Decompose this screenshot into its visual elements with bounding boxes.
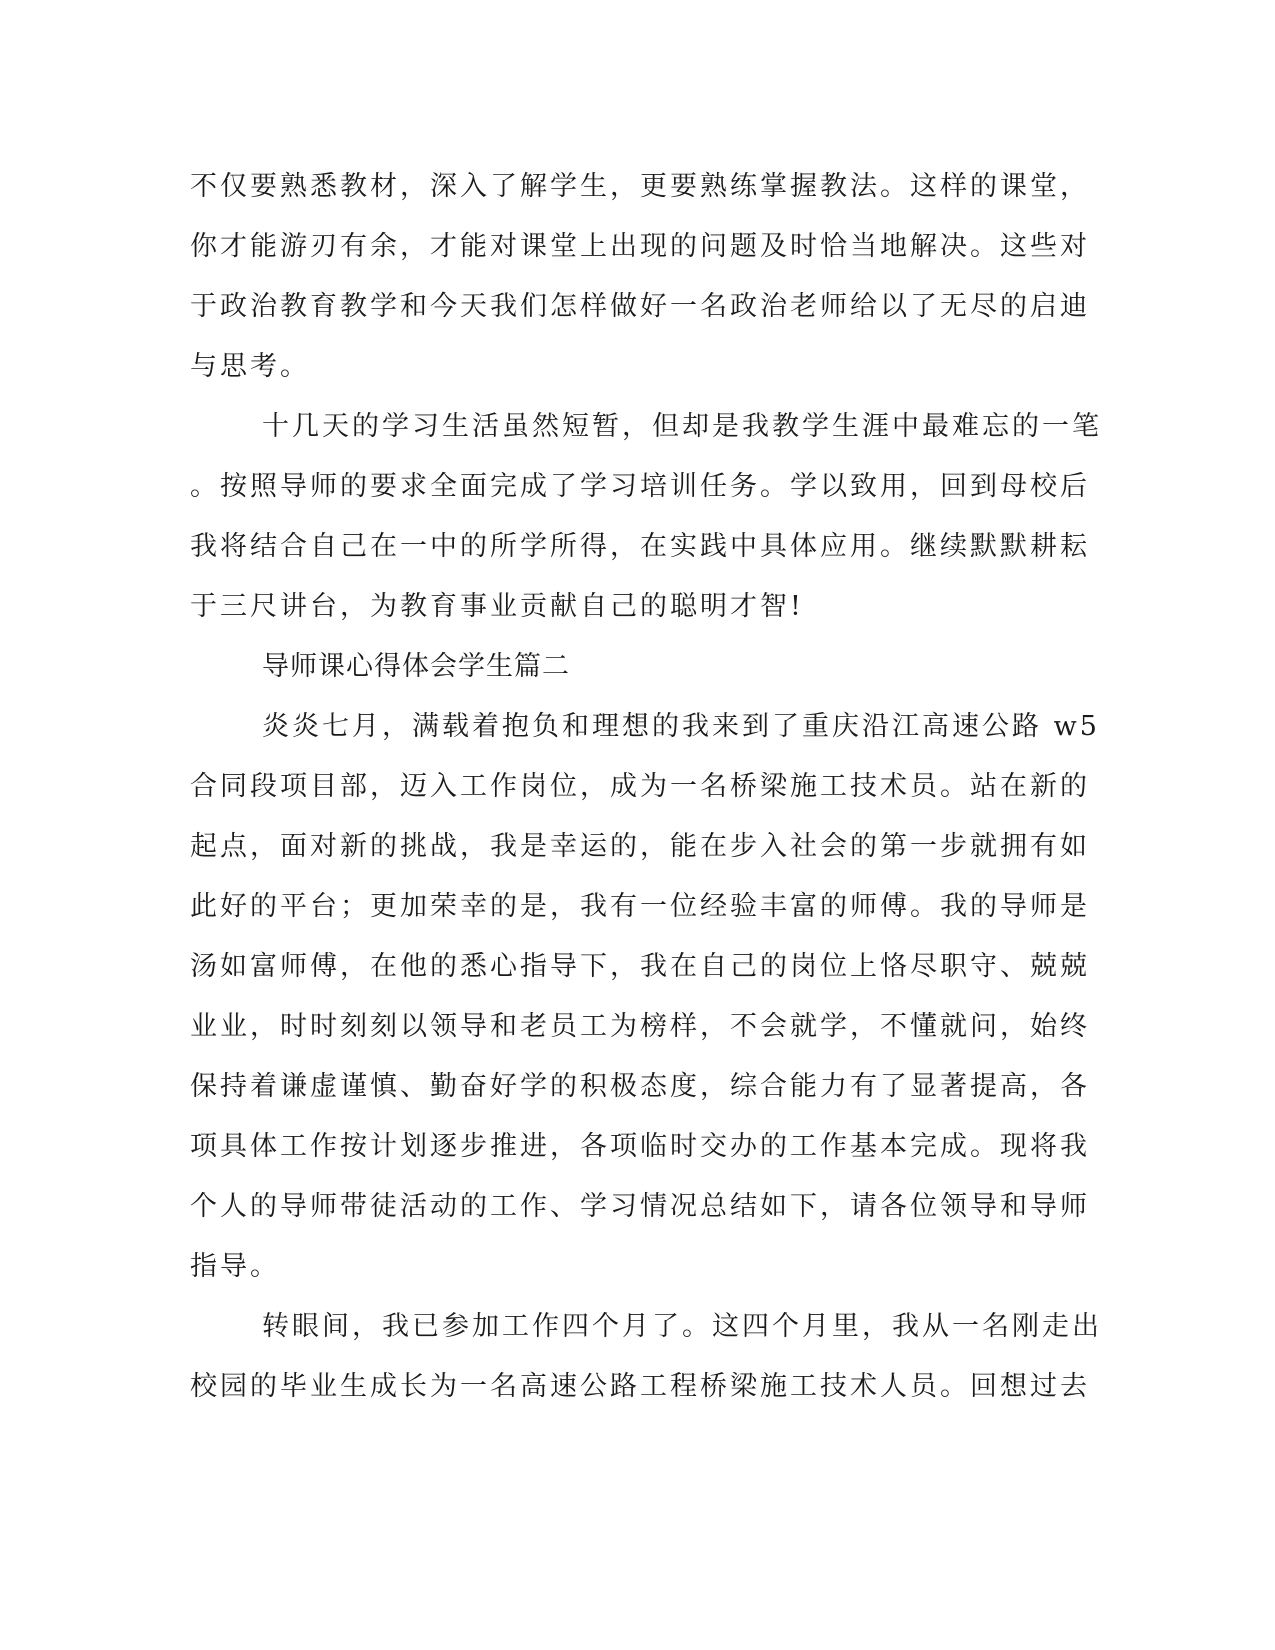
text-line: 汤如富师傅，在他的悉心指导下，我在自己的岗位上恪尽职守、兢兢 [190, 951, 1090, 982]
text-line: 起点，面对新的挑战，我是幸运的，能在步入社会的第一步就拥有如 [190, 831, 1090, 862]
paragraph-start-line: 炎炎七月，满载着抱负和理想的我来到了重庆沿江高速公路 w5 [262, 711, 1100, 742]
text-line: 保持着谦虚谨慎、勤奋好学的积极态度，综合能力有了显著提高，各 [190, 1071, 1090, 1102]
text-line: 业业，时时刻刻以领导和老员工为榜样，不会就学，不懂就问，始终 [190, 1011, 1090, 1042]
text-line: 个人的导师带徒活动的工作、学习情况总结如下，请各位领导和导师 [190, 1191, 1090, 1222]
text-line: 项具体工作按计划逐步推进，各项临时交办的工作基本完成。现将我 [190, 1131, 1090, 1162]
text-line: 。按照导师的要求全面完成了学习培训任务。学以致用，回到母校后 [190, 471, 1090, 502]
body-text [190, 157, 1102, 1417]
text-line: 指导。 [190, 1251, 280, 1282]
text-line: 我将结合自己在一中的所学所得，在实践中具体应用。继续默默耕耘 [190, 531, 1090, 562]
text-line: 与思考。 [190, 351, 310, 382]
section-heading: 导师课心得体会学生篇二 [262, 651, 570, 682]
text-line: 不仅要熟悉教材，深入了解学生，更要熟练掌握教法。这样的课堂， [190, 171, 1090, 202]
paragraph-start-line: 十几天的学习生活虽然短暂，但却是我教学生涯中最难忘的一笔 [262, 411, 1102, 442]
text-line: 于三尺讲台，为教育事业贡献自己的聪明才智! [190, 591, 804, 622]
text-line: 校园的毕业生成长为一名高速公路工程桥梁施工技术人员。回想过去 [190, 1371, 1090, 1402]
text-line: 你才能游刃有余，才能对课堂上出现的问题及时恰当地解决。这些对 [190, 231, 1090, 262]
paragraph-start-line: 转眼间，我已参加工作四个月了。这四个月里，我从一名刚走出 [262, 1311, 1102, 1342]
text-line: 此好的平台；更加荣幸的是，我有一位经验丰富的师傅。我的导师是 [190, 891, 1090, 922]
text-line: 合同段项目部，迈入工作岗位，成为一名桥梁施工技术员。站在新的 [190, 771, 1090, 802]
text-line: 于政治教育教学和今天我们怎样做好一名政治老师给以了无尽的启迪 [190, 291, 1090, 322]
